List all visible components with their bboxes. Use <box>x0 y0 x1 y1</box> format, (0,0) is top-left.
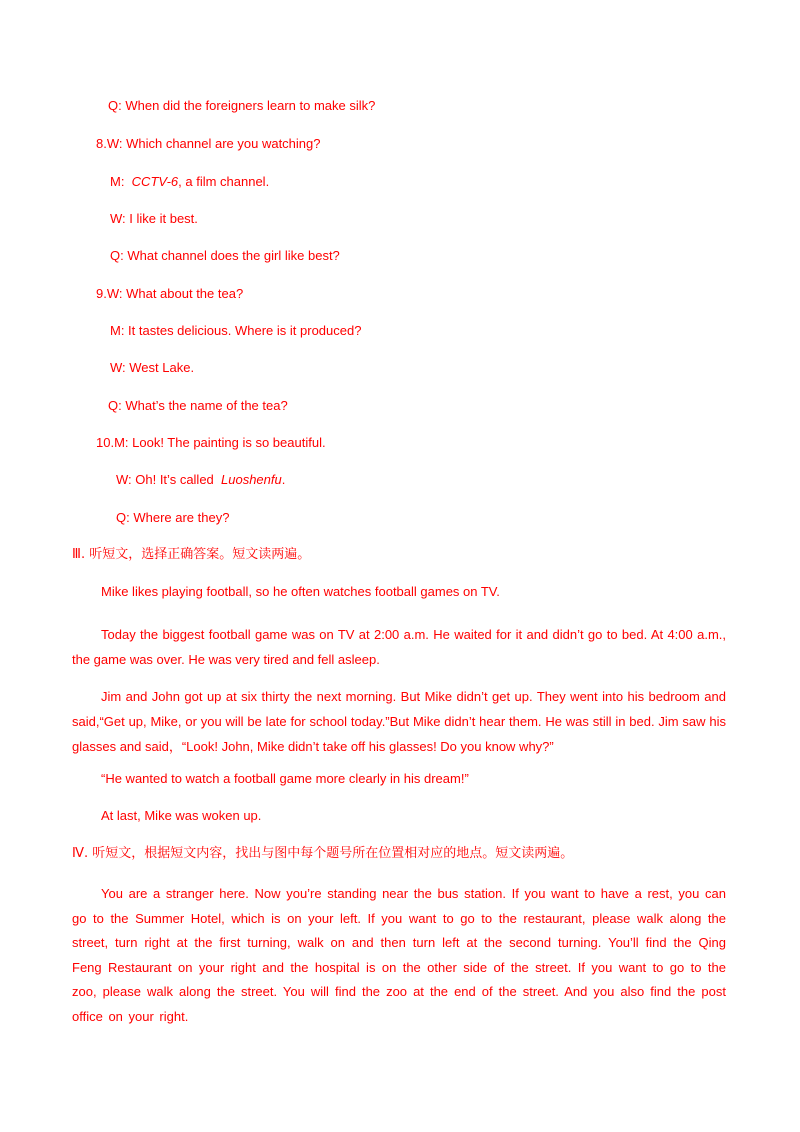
dialogue-9-woman-line-2: W: West Lake. <box>110 360 195 375</box>
section-4-heading: Ⅳ. 听短文，根据短文内容，找出与图中每个题号所在位置相对应的地点。短文读两遍。 <box>72 846 574 861</box>
paragraph-text: Jim and John got up at six thirty the next morning. But Mike didn’t get up. They went into his bedroom and said,“Get up, Mike, or you will be late for school today.”But Mike didn’t hear them. He was still in bed. Jim saw his glasses and said，“Look! John, Mike didn’t take off his glasses! Do you know why?” <box>72 689 726 754</box>
dialogue-10-woman-line <box>116 472 285 488</box>
channel-name: CCTV-6 <box>131 174 179 189</box>
dialogue-8-question: Q: What channel does the girl like best? <box>110 248 340 263</box>
section-3-paragraph-3 <box>72 684 726 759</box>
section-3-paragraph-4: “He wanted to watch a football game more clearly in his dream!” <box>101 771 469 786</box>
paragraph-text: Today the biggest football game was on TV at 2:00 a.m. He waited for it and didn’t go to bed. At 4:00 a.m., the game was over. He was very tired and fell asleep. <box>72 627 726 667</box>
line-suffix: . <box>281 472 286 487</box>
dialogue-10-man-line: 10.M: Look! The painting is so beautiful. <box>96 435 326 450</box>
section-3-heading: Ⅲ. 听短文，选择正确答案。短文读两遍。 <box>72 547 311 562</box>
painting-name: Luoshenfu <box>221 472 282 487</box>
section-3-paragraph-1: Mike likes playing football, so he often watches football games on TV. <box>101 584 500 599</box>
section-3-paragraph-5: At last, Mike was woken up. <box>101 808 262 823</box>
speaker-prefix: W: Oh! It’s called <box>116 472 222 487</box>
dialogue-9-woman-line-1: 9.W: What about the tea? <box>96 286 244 301</box>
dialogue-7-question: Q: When did the foreigners learn to make silk? <box>108 98 376 113</box>
line-suffix: , a film channel. <box>178 174 270 189</box>
paragraph-text: You are a stranger here. Now you’re standing near the bus station. If you want to have a rest, you can go to the Summer Hotel, which is on your left. If you want to go to the restaurant, please walk along the street, turn right at the first turning, walk on and then turn left at the second turning. You’ll find the Qing Feng Restaurant on your right and the hospital is on the other side of the street. If you want to go to the zoo, please walk along the street. You will find the zoo at the end of the street. And you also find the post office on your right. <box>72 886 726 1024</box>
dialogue-9-question: Q: What’s the name of the tea? <box>108 398 288 413</box>
dialogue-8-woman-line-1: 8.W: Which channel are you watching? <box>96 136 321 151</box>
dialogue-8-man-line <box>110 174 269 190</box>
section-4-paragraph-1 <box>72 882 726 1030</box>
dialogue-9-man-line: M: It tastes delicious. Where is it produced? <box>110 323 362 338</box>
speaker-prefix: M: <box>110 174 132 189</box>
section-3-paragraph-2 <box>72 622 726 672</box>
dialogue-10-question: Q: Where are they? <box>116 510 230 525</box>
dialogue-8-woman-line-2: W: I like it best. <box>110 211 198 226</box>
